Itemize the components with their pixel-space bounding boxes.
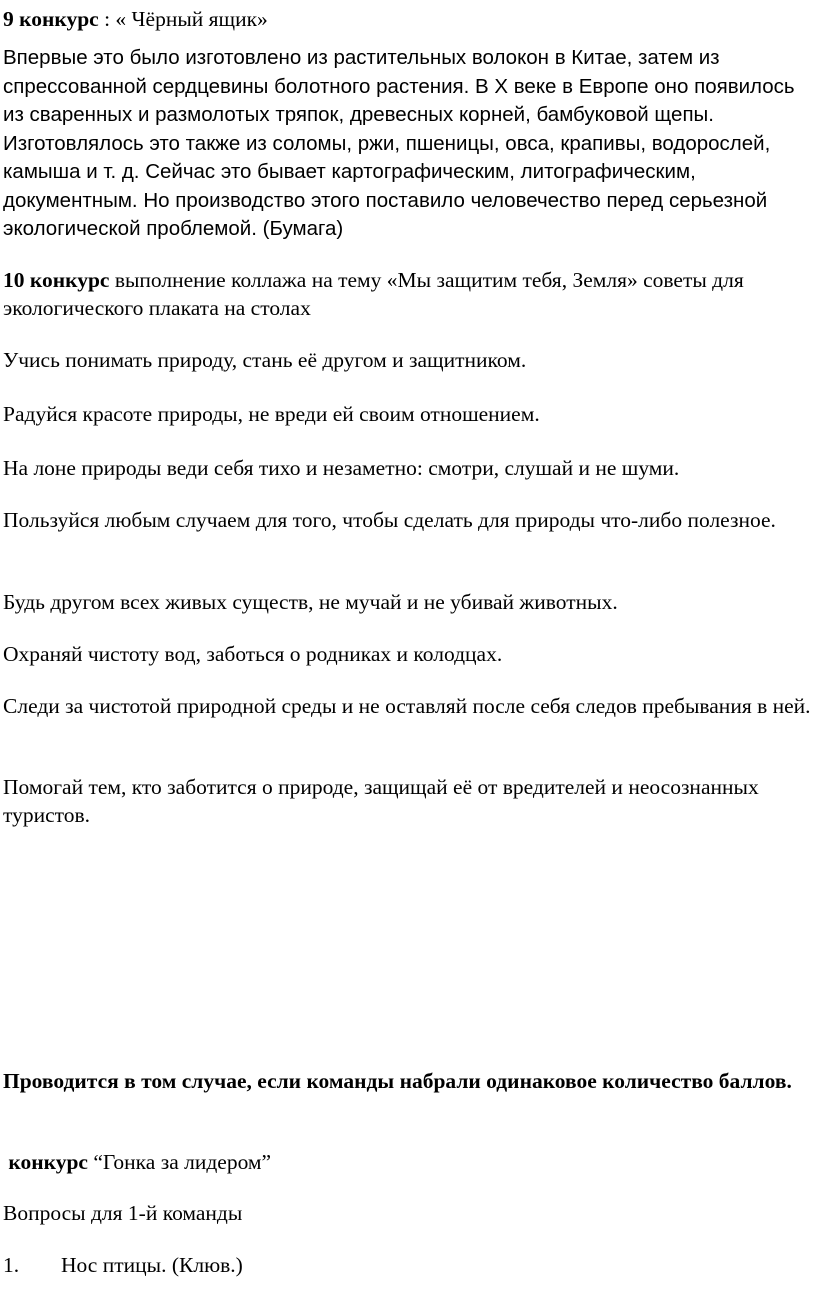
contest-9-heading [3,5,815,33]
contest-9-label: 9 конкурс [3,7,99,31]
tip-item: Будь другом всех живых существ, не мучай и не убивай животных. [3,590,618,614]
tip-item: Помогай тем, кто заботится о природе, защищай её от вредителей и неосознанных туристов. [3,775,759,827]
contest-9-riddle: Впервые это было изготовлено из растительных волокон в Китае, затем из спрессованной сердцевины болотного растения. В X веке в Европе оно появилось из сваренных и размолотых тряпок, древесных корней, бамбуковой щепы. Изготовлялось это также из соломы, ржи, пшеницы, овса, крапивы, водорослей, камыша и т. д. Сейчас это бывает картографическим, литографическим, документным. Но производство этого поставило человечество перед серьезной экологической проблемой. (Бумага) [3,46,795,240]
tiebreak-note: Проводится в том случае, если команды набрали одинаковое количество баллов. [3,1069,792,1093]
tiebreak-contest-label: конкурс [3,1150,88,1174]
tiebreak-contest-heading [3,1148,815,1176]
tip-item: Пользуйся любым случаем для того, чтобы сделать для природы что-либо полезное. [3,508,776,532]
tip-item: Радуйся красоте природы, не вреди ей своим отношением. [3,402,540,426]
contest-10-title: выполнение коллажа на тему «Мы защитим тебя, Земля» советы для экологического плаката на столах [3,268,744,320]
contest-10-label: 10 конкурс [3,268,110,292]
questions-heading: Вопросы для 1-й команды [3,1201,243,1225]
tiebreak-contest-title: “Гонка за лидером” [87,1150,272,1174]
tip-item: На лоне природы веди себя тихо и незаметно: смотри, слушай и не шуми. [3,456,680,480]
tip-item: Учись понимать природу, стань её другом и защитником. [3,348,527,372]
question-item [3,1251,815,1279]
tip-item: Охраняй чистоту вод, заботься о родниках и колодцах. [3,642,503,666]
contest-10-heading [3,266,815,322]
tip-item: Следи за чистотой природной среды и не оставляй после себя следов пребывания в ней. [3,694,811,718]
question-text: Нос птицы. (Клюв.) [61,1253,243,1277]
question-number: 1. [3,1253,20,1277]
contest-9-title: : « Чёрный ящик» [98,7,268,31]
